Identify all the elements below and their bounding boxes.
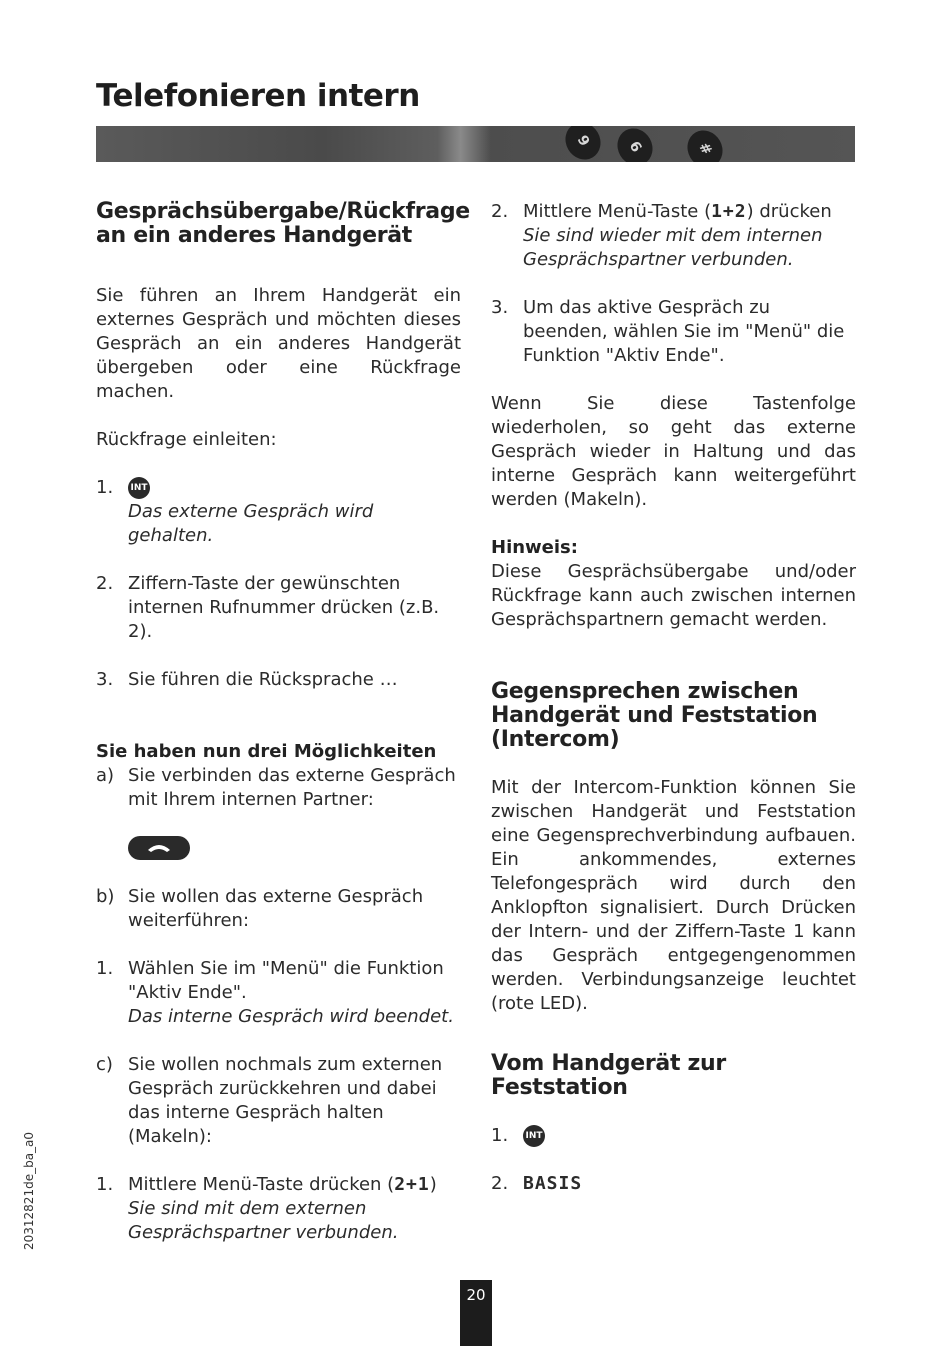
document-code: 20312821de_ba_a0 — [22, 1131, 36, 1250]
step-text-end: ) — [429, 1174, 437, 1195]
page-number: 20 — [460, 1280, 492, 1346]
lcd-softkey-label: 2+1 — [394, 1174, 430, 1195]
section-heading-transfer: Gesprächsübergabe/Rückfrage an ein anderes Handgerät — [96, 199, 470, 248]
transfer-intro: Sie führen an Ihrem Handgerät ein externes Gespräch und möchten dieses Gespräch an ein anderes Handgerät übergeben oder eine Rückfrage machen. — [96, 285, 461, 402]
option-b — [96, 885, 461, 933]
step-note: Das externe Gespräch wird gehalten. — [128, 501, 374, 546]
option-c-step — [96, 1173, 461, 1245]
step-number: 3. — [96, 669, 114, 690]
step-note: Sie sind wieder mit dem internen Gesprächspartner verbunden. — [523, 225, 823, 270]
base-step-1 — [491, 1124, 856, 1148]
option-text: Sie verbinden das externe Gespräch mit Ihrem internen Partner: — [128, 765, 456, 810]
makeln-text: Wenn Sie diese Tastenfolge wiederholen, so geht das externe Gespräch wieder in Haltung und das interne Gespräch kann weitergeführt werden (Makeln). — [491, 393, 856, 510]
step-number: 3. — [491, 297, 509, 318]
lcd-display-text: BASIS — [523, 1173, 583, 1194]
option-c — [96, 1053, 461, 1149]
step-number: 1. — [96, 958, 114, 979]
consult-step-3 — [96, 668, 461, 692]
consult-step-3-right — [491, 296, 856, 368]
step-text: Um das aktive Gespräch zu beenden, wählen Sie im "Menü" die Funktion "Aktiv Ende". — [523, 297, 845, 366]
option-label: c) — [96, 1054, 113, 1075]
phone-keypad-banner — [96, 126, 855, 162]
hint-text: Diese Gesprächsübergabe und/oder Rückfrage kann auch zwischen internen Gesprächspartnern gemacht werden. — [491, 561, 856, 630]
consult-lead: Rückfrage einleiten: — [96, 429, 277, 450]
option-text: Sie wollen das externe Gespräch weiterführen: — [128, 886, 424, 931]
keypad-key-9: 9 — [559, 126, 607, 162]
right-column — [491, 200, 856, 1196]
left-column — [96, 199, 470, 1245]
end-call-key-icon — [128, 836, 190, 860]
consult-step-2-right — [491, 200, 856, 272]
intercom-text: Mit der Intercom-Funktion können Sie zwischen Handgerät und Feststation eine Gegensprechverbindung aufbauen. Ein ankommendes, externes Telefongespräch wird durch den Anklopfton signalisiert. Durch Drücken der Intern- und der Ziffern-Taste 1 kann das Gespräch entgegengenommen werden. Verbindungsanzeige leuchtet (rote LED). — [491, 777, 856, 1014]
step-note: Sie sind mit dem externen Gesprächspartner verbunden. — [128, 1198, 399, 1243]
step-text: Sie führen die Rücksprache … — [128, 669, 398, 690]
step-number: 2. — [491, 201, 509, 222]
options-heading: Sie haben nun drei Möglichkeiten — [96, 741, 437, 762]
option-text: Sie wollen nochmals zum externen Gespräch zurückkehren und dabei das interne Gespräch halten (Makeln): — [128, 1054, 443, 1147]
step-number: 1. — [96, 1174, 114, 1195]
end-call-row — [96, 836, 461, 861]
option-label: a) — [96, 765, 115, 786]
lcd-softkey-label: 1+2 — [711, 201, 747, 222]
step-number: 2. — [491, 1173, 509, 1194]
step-text: Mittlere Menü-Taste drücken ( — [128, 1174, 395, 1195]
step-text: Mittlere Menü-Taste ( — [523, 201, 712, 222]
step-note: Das interne Gespräch wird beendet. — [128, 1006, 454, 1027]
step-text: Wählen Sie im "Menü" die Funktion "Aktiv Ende". — [128, 958, 444, 1003]
page-title: Telefonieren intern — [96, 78, 420, 114]
consult-step-2 — [96, 572, 461, 644]
step-text-end: ) drücken — [746, 201, 832, 222]
option-label: b) — [96, 886, 115, 907]
option-b-step — [96, 957, 461, 1029]
step-number: 2. — [96, 573, 114, 594]
int-key-icon: INT — [523, 1125, 545, 1147]
keypad-key-hash: # — [681, 126, 729, 162]
int-key-icon: INT — [128, 477, 150, 499]
step-text: Ziffern-Taste der gewünschten internen Rufnummer drücken (z.B. 2). — [128, 573, 440, 642]
section-heading-intercom: Gegensprechen zwischen Handgerät und Feststation (Intercom) — [491, 679, 818, 752]
step-number: 1. — [96, 477, 114, 498]
section-heading-base: Vom Handgerät zur Feststation — [491, 1051, 726, 1100]
keypad-key-6: 6 — [611, 126, 659, 162]
base-step-2 — [491, 1172, 856, 1196]
consult-step-1 — [96, 476, 461, 548]
hint-label: Hinweis: — [491, 537, 578, 558]
option-a — [96, 764, 461, 812]
step-number: 1. — [491, 1125, 509, 1146]
